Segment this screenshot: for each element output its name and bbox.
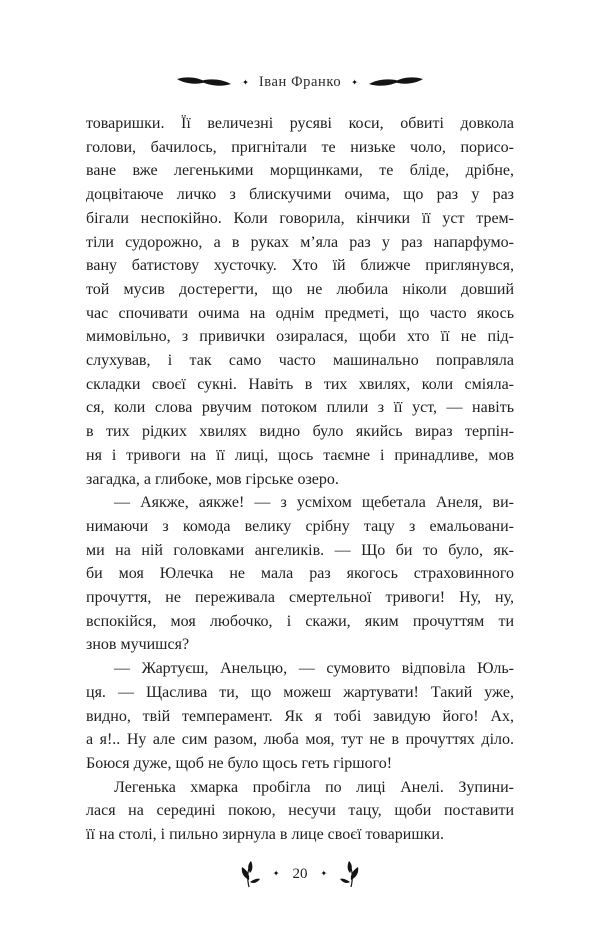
text-block [86,112,514,847]
paragraph [86,776,514,847]
text-line: Боюся дуже, щоб не було щось геть гіршого! [86,754,393,772]
diamond-icon: ✦ [272,869,280,878]
text-line: доцвітаюче личко з блискучими очима, що раз у раз [86,186,514,204]
leaf-flourish-right-icon [368,76,424,89]
diamond-icon: ✦ [351,77,358,87]
text-line: би моя Юлечка не мала раз якогось страховинного [86,565,514,583]
page-footer [0,860,600,888]
page-header [0,74,600,91]
text-line: знов мучишся? [86,636,190,654]
text-line: час спочивати очима на однім предметі, що часто якось [86,304,514,322]
text-line: ня і тривоги на її лиці, щось таємне і принадливе, мов [86,446,514,464]
paragraph [86,112,514,491]
author-name: Іван Франко [258,74,342,90]
text-line: тіли судорожно, а в руках м’яла раз у раз напарфумо- [86,233,514,251]
text-line: вану батистову хусточку. Хто їй ближче приглянувся, [86,257,514,275]
diamond-icon: ✦ [320,869,328,878]
text-line: той мусив достерегти, що не любила ніколи довший [86,280,514,298]
text-line: ми на ній головками ангеликів. — Що би то було, як- [86,541,514,559]
branch-ornament-right-icon [340,860,362,888]
text-line: ване вже легенькими морщинками, те бліде, дрібне, [86,162,514,180]
text-line: бігали неспокійно. Коли говорила, кінчики її уст трем- [86,209,514,227]
paragraph [86,657,514,776]
text-line: — Жартуєш, Анельцю, — сумовито відповіла Юль- [114,660,514,678]
text-line: а я!.. Ну але сим разом, люба моя, тут не в прочуттях діло. [86,731,514,749]
paragraph [86,491,514,657]
text-line: загадка, а глибоке, мов гірське озеро. [86,470,339,488]
text-line: лася на середині покою, несучи тацу, щоби поставити [86,802,514,820]
text-line: голови, бачилось, пригнітали те низьке чоло, порисо- [86,138,514,156]
text-line: її на столі, і пильно зирнула в лице своєї товаришки. [86,826,444,844]
branch-ornament-left-icon [238,860,260,888]
text-line: товаришки. Її величезні русяві коси, обвиті довкола [86,115,514,132]
text-line: ся, коли слова рвучим потоком плили з її уст, — навіть [86,399,514,417]
text-line: вспокійся, моя любочко, і скажи, яким прочуттям ти [86,612,514,630]
text-line: в тих рідких хвилях видно було якийсь вираз терпін- [86,423,514,441]
text-line: прочуття, не переживала смертельної тривоги! Ну, ну, [86,589,514,607]
text-line: нимаючи з комода велику срібну тацу з емальовани- [86,517,514,535]
text-line: мимовільно, з привички озиралася, щоби хто її не під- [86,328,514,346]
text-line: видно, твій темперамент. Як я тобі завидую його! Ах, [86,707,514,725]
page-number: 20 [292,865,308,882]
text-line: — Аякже, аякже! — з усміхом щебетала Анеля, ви- [114,494,514,512]
text-line: Легенька хмарка пробігла по лиці Анелі. Зупини- [114,778,514,796]
text-line: складки своєї сукні. Навіть в тих хвилях, коли сміяла- [86,375,514,393]
text-line: ця. — Щаслива ти, що можеш жартувати! Такий уже, [86,683,514,701]
text-line: слухував, і так само часто машинально поправляла [86,352,514,370]
diamond-icon: ✦ [242,77,249,87]
leaf-flourish-left-icon [176,76,232,89]
